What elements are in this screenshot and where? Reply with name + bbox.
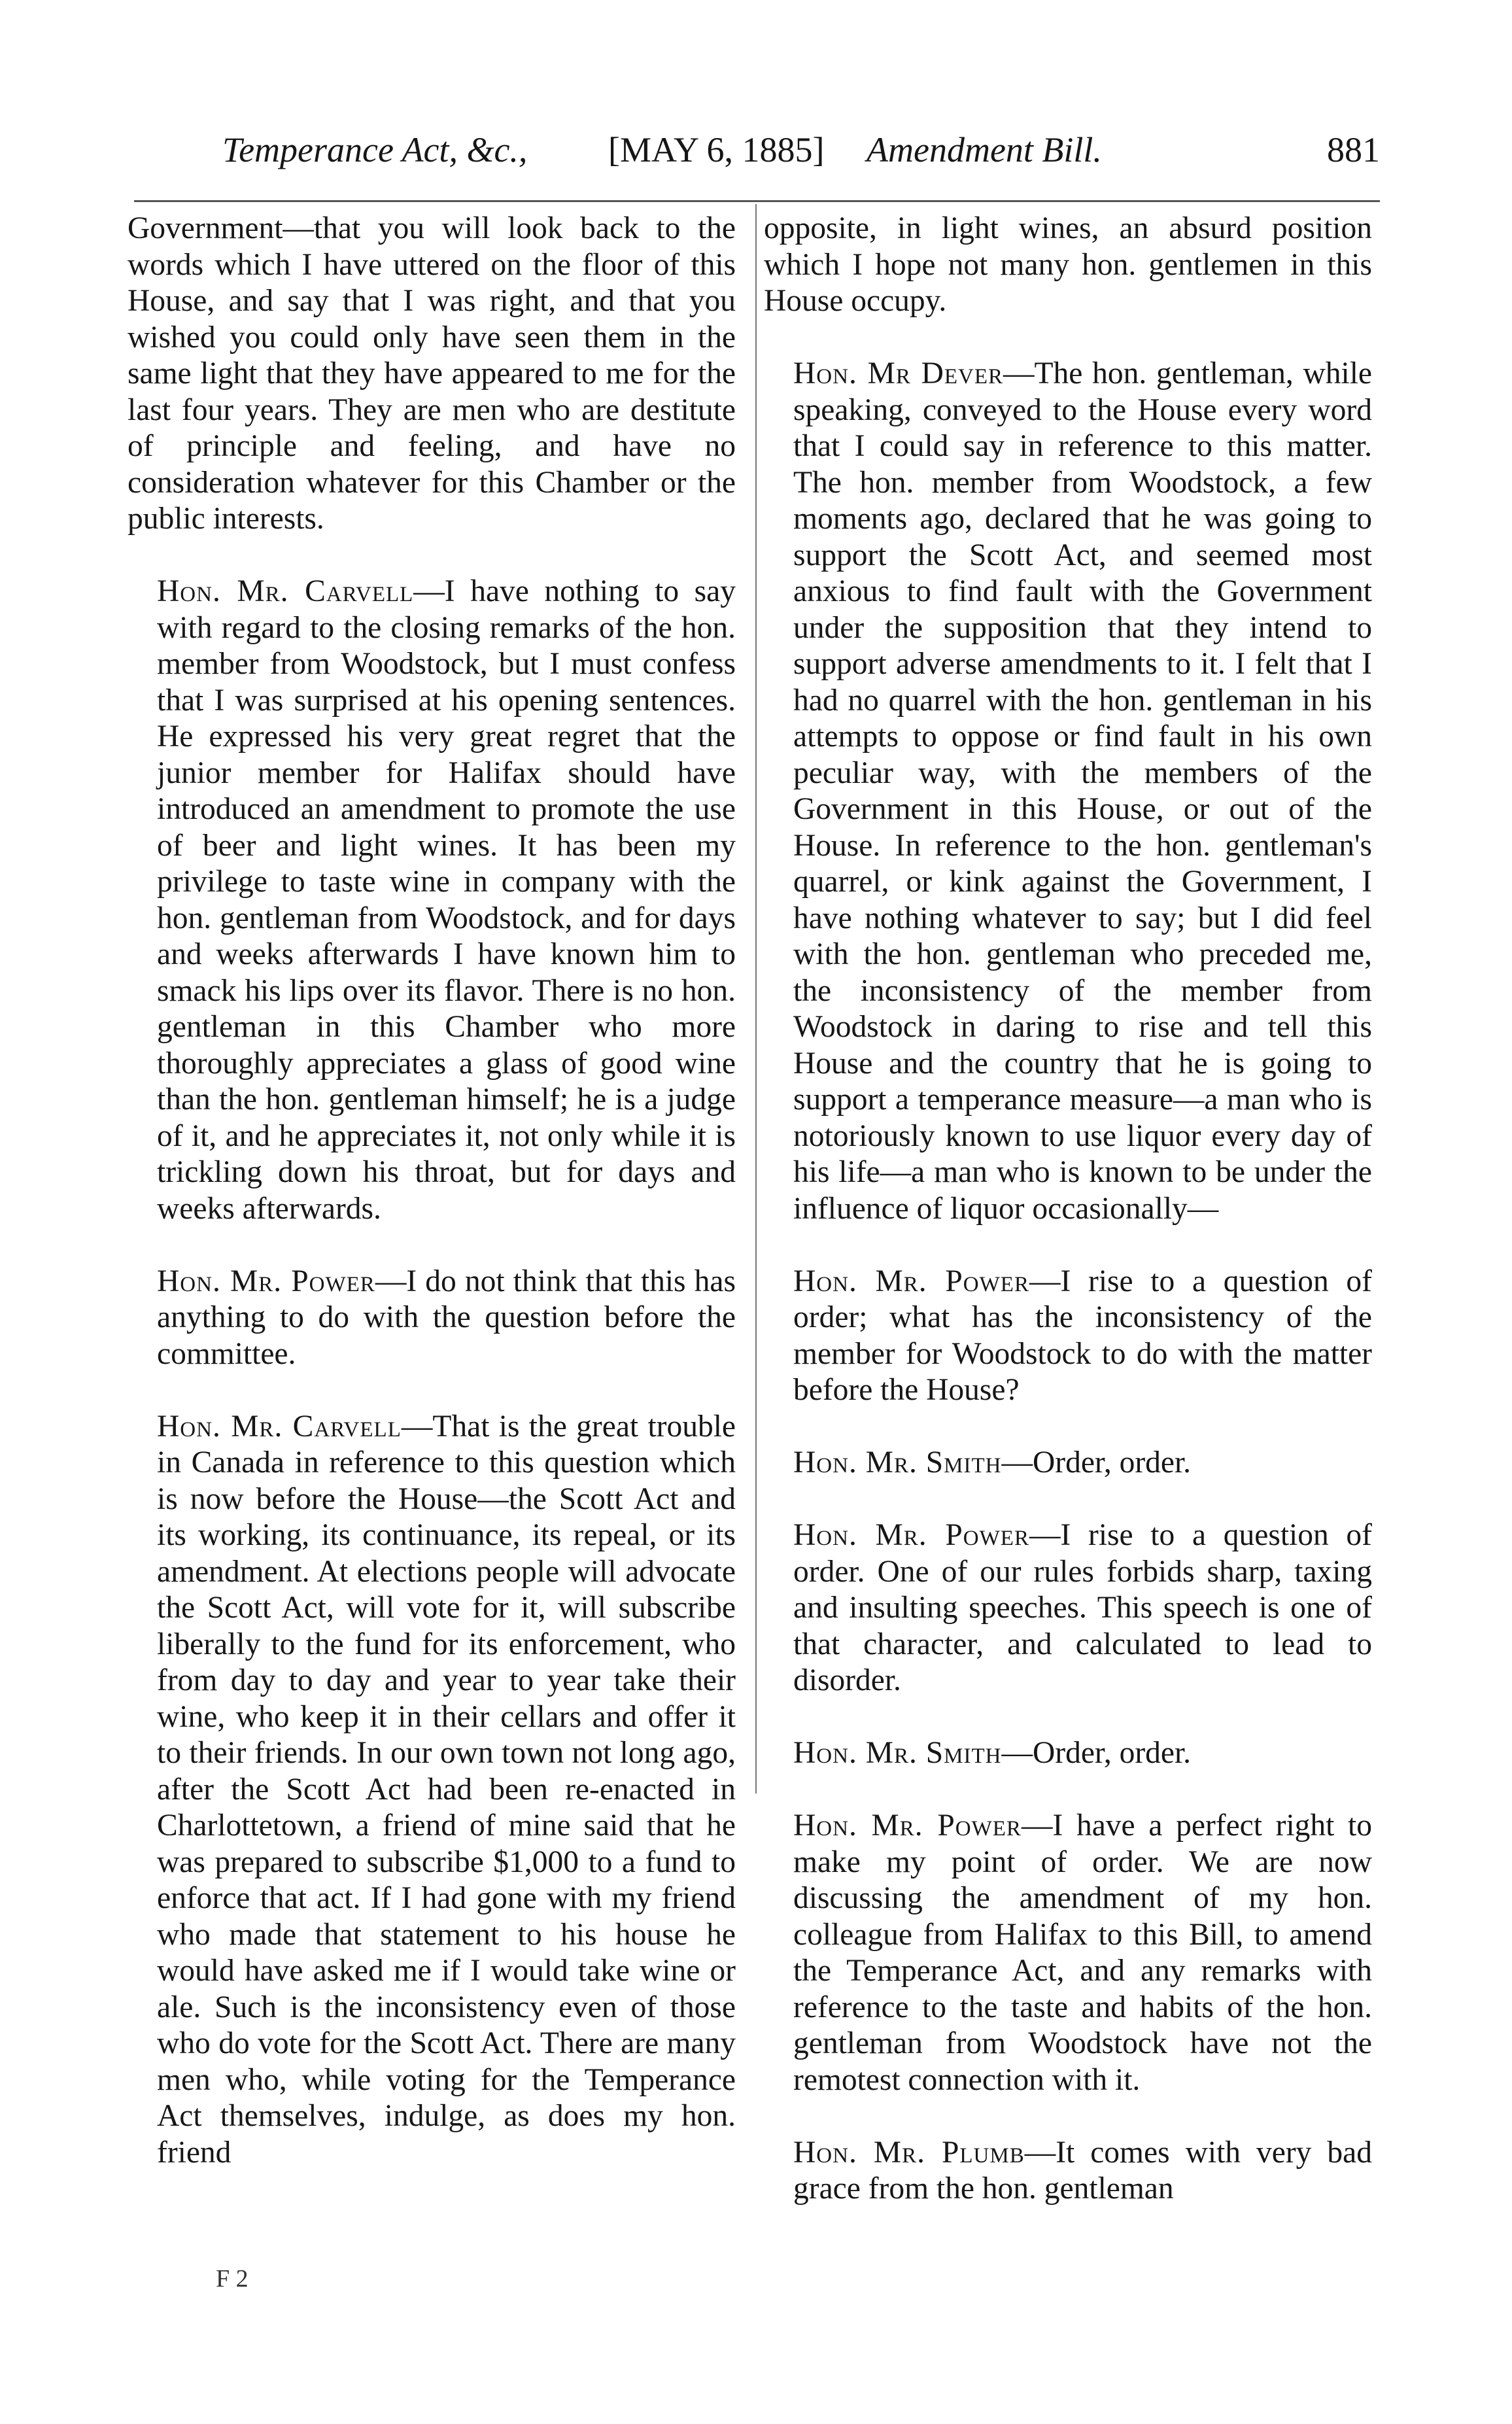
right-column <box>764 211 1372 2208</box>
paragraph: Government—that you will look back to the words which I have uttered on the floor of this House, and say that I was right, and that you wished you could only have seen them in the same light that they have appeared to me for the last four years. They are men who are destitute of principle and feeling, and have no consideration whatever for this Chamber or the public interests. <box>128 211 736 536</box>
speech-paragraph <box>128 1409 736 2172</box>
speech-paragraph <box>764 356 1372 1227</box>
speech-text: —I do not think that this has anything to do with the question before the committee. <box>157 1264 736 1371</box>
speaker-name: Hon. Mr. Smith <box>793 1446 1002 1480</box>
speaker-name: Hon. Mr. Smith <box>793 1736 1002 1770</box>
speech-paragraph <box>128 1264 736 1373</box>
speech-text: —I have nothing to say with regard to the closing remarks of the hon. member from Woodstock, but I must confess that I was surprised at his opening sentences. He expressed his very great regret that the junior member for Halifax should have introduced an amendment to promote the use of beer and light wines. It has been my privilege to taste wine in company with the hon. gentleman from Woodstock, and for days and weeks afterwards I have known him to smack his lips over its flavor. There is no hon. gentleman in this Chamber who more thoroughly appreciates a glass of good wine than the hon. gentleman himself; he is a judge of it, and he appreciates it, not only while it is trickling down his throat, but for days and weeks afterwards. <box>157 574 736 1226</box>
running-title-right: Amendment Bill. <box>867 130 1102 169</box>
speech-text: —I have a perfect right to make my point of order. We are now discussing the amendment of my hon. colleague from Halifax to this Bill, to amend the Temperance Act, and any remarks with reference to the taste and habits of the hon. gentleman from Woodstock have not the remotest connection with it. <box>793 1809 1372 2097</box>
speaker-name: Hon. Mr. Power <box>157 1264 375 1298</box>
column-divider <box>755 204 757 1793</box>
speech-text: —I rise to a question of order; what has the inconsistency of the member for Woodstock to do with the matter before the House? <box>793 1264 1373 1407</box>
speech-paragraph <box>764 1445 1372 1481</box>
speaker-name: Hon. Mr. Carvell <box>157 574 414 608</box>
paragraph: opposite, in light wines, an absurd position which I hope not many hon. gentlemen in this House occupy. <box>764 211 1372 318</box>
speaker-name: Hon. Mr. Plumb <box>793 2135 1025 2170</box>
running-title-left: Temperance Act, &c., <box>222 130 528 169</box>
speech-paragraph <box>764 1735 1372 1772</box>
speech-paragraph <box>764 1264 1372 1409</box>
speech-text: —The hon. gentleman, while speaking, conveyed to the House every word that I could say in reference to this matter. The hon. member from Woodstock, a few moments ago, declared that he was going to support the Scott Act, and seemed most anxious to find fault with the Government under the supposition that they intend to support adverse amendments to it. I felt that I had no quarrel with the hon. gentleman in his attempts to oppose or find fault in his own peculiar way, with the members of the Government in this House, or out of the House. In reference to the hon. gentleman's quarrel, or kink against the Government, I have nothing whatever to say; but I did feel with the hon. gentleman who preceded me, the inconsistency of the member from Woodstock in daring to rise and tell this House and the country that he is going to support a temperance measure—a man who is notoriously known to use liquor every day of his life—a man who is known to be under the influence of liquor occasionally— <box>793 356 1372 1226</box>
speech-paragraph <box>764 1808 1372 2098</box>
speech-text: —Order, order. <box>1001 1736 1192 1770</box>
header-date: [MAY 6, 1885] <box>608 130 825 169</box>
speech-text: —Order, order. <box>1001 1446 1192 1480</box>
page-header <box>131 120 1386 179</box>
speaker-name: Hon. Mr. Power <box>793 1264 1029 1298</box>
speech-text: —That is the great trouble in Canada in reference to this question which is now before the House—the Scott Act and its working, its continuance, its repeal, or its amendment. At elections people will advocate the Scott Act, will vote for it, will subscribe liberally to the fund for its enforcement, who from day to day and year to year take their wine, who keep it in their cellars and offer it to their friends. In our own town not long ago, after the Scott Act had been re-enacted in Charlottetown, a friend of mine said that he was prepared to subscribe $1,000 to a fund to enforce that act. If I had gone with my friend who made that statement to his house he would have asked me if I would take wine or ale. Such is the inconsistency even of those who do vote for the Scott Act. There are many men who, while voting for the Temperance Act themselves, indulge, as does my hon. friend <box>157 1409 736 2170</box>
speech-paragraph <box>764 2135 1372 2208</box>
speech-paragraph <box>764 1517 1372 1699</box>
signature-mark: F 2 <box>216 2265 249 2293</box>
left-column <box>128 211 736 2171</box>
speaker-name: Hon. Mr. Power <box>793 1809 1022 1843</box>
speaker-name: Hon. Mr. Carvell <box>157 1409 402 1444</box>
speaker-name: Hon. Mr. Power <box>793 1518 1029 1552</box>
speech-text: —I rise to a question of order. One of our rules forbids sharp, taxing and insulting speeches. This speech is one of that character, and calculated to lead to disorder. <box>793 1518 1373 1697</box>
speech-paragraph <box>128 574 736 1227</box>
page-number: 881 <box>1327 130 1380 169</box>
header-rule <box>134 200 1380 202</box>
speaker-name: Hon. Mr Dever <box>793 356 1004 390</box>
speech-text: —It comes with very bad grace from the hon. gentleman <box>793 2135 1372 2206</box>
